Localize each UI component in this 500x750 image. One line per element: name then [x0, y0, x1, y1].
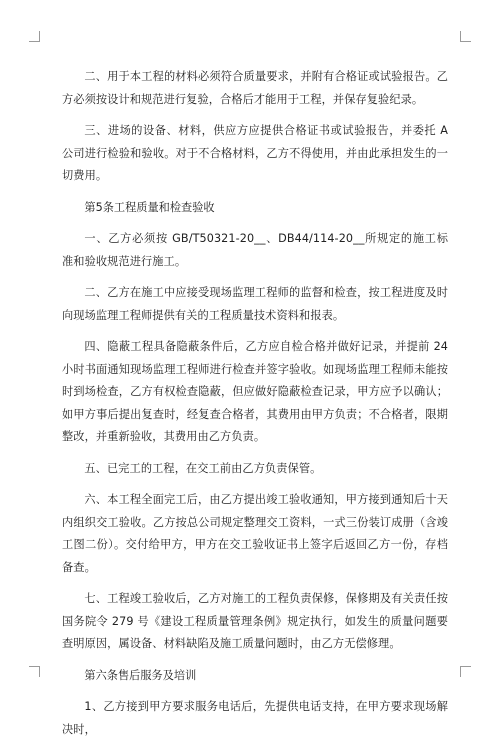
paragraph-after-sales-service: 1、乙方接到甲方要求服务电话后，先提供电话支持，在甲方要求现场解决时， [62, 700, 448, 736]
section-heading-article-6: 第六条售后服务及培训 [84, 668, 197, 682]
crop-mark-top-left [29, 31, 40, 42]
paragraph-completion-acceptance: 六、本工程全面完工后，由乙方提出竣工验收通知，甲方接到通知后十天内组织交工验收。乙方按总公司规定整理交工资料，一式三份装订成册（含竣工图二份）。交付给甲方，甲方在交工验收证书上签字后返回乙方一份，存档备查。 [62, 493, 448, 574]
paragraph-construction-standards: 一、乙方必须按 GB/T50321-20__、DB44/114-20__所规定的施工标准和验收规范进行施工。 [62, 232, 448, 268]
paragraph-equipment-certificates: 三、进场的设备、材料，供应方应提供合格证书或试验报告，并委托 A 公司进行检验和验收。对于不合格材料，乙方不得使用，并由此承担发生的一切费用。 [62, 124, 448, 182]
paragraph-concealed-works: 四、隐蔽工程具备隐蔽条件后，乙方应自检合格并做好记录，并提前 24 小时书面通知现场监理工程师进行检查并签字验收。如现场监理工程师未能按时到场检查，乙方有权检查隐蔽，但应做好隐蔽检查记录，甲方应予以确认；如甲方事后提出复查时，经复查合格者，其费用由甲方负责；不合格者，限期整改，并重新验收，其费用由乙方负责。 [62, 340, 448, 443]
paragraph-custody: 五、已完工的工程，在交工前由乙方负责保管。 [84, 461, 322, 475]
crop-mark-top-right [460, 31, 471, 42]
paragraph-supervision: 二、乙方在施工中应接受现场监理工程师的监督和检查，按工程进度及时向现场监理工程师提供有关的工程质量技术资料和报表。 [62, 286, 448, 322]
crop-mark-bottom-right [460, 666, 471, 677]
paragraph-warranty: 七、工程竣工验收后，乙方对施工的工程负责保修，保修期及有关责任按国务院令 279 号《建设工程质量管理条例》规定执行，如发生的质量问题要查明原因，属设备、材料缺陷及施工质量问题时，由乙方无偿修理。 [62, 592, 448, 650]
section-heading-article-5: 第5条工程质量和检查验收 [84, 200, 215, 214]
paragraph-materials-quality: 二、用于本工程的材料必须符合质量要求，并附有合格证或试验报告。乙方必须按设计和规范进行复验，合格后才能用于工程，并保存复验纪录。 [62, 70, 448, 106]
crop-mark-bottom-left [29, 666, 40, 677]
document-body [62, 66, 448, 750]
